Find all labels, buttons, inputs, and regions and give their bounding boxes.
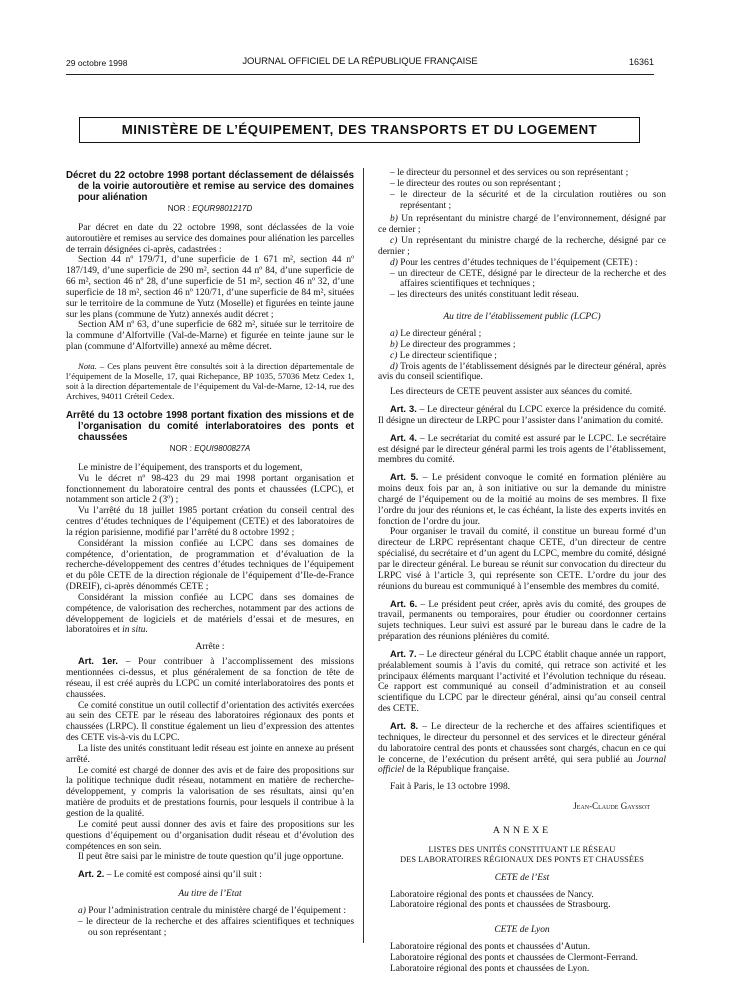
cete-note: Les directeurs de CETE peuvent assister aux séances du comité. <box>390 387 633 398</box>
article-1 <box>66 656 354 700</box>
arrete-title: Arrêté du 13 octobre 1998 portant fixation des missions et de l’organisation du comité interlaboratoires des ponts et chaussées <box>66 409 354 443</box>
decret-paragraph: Par décret en date du 22 octobre 1998, sont déclassées de la voie autoroutière et remises au service des domaines pour aliénation les parcelles de terrain désignées ci-après, cadastrées : <box>66 222 354 255</box>
article-5 <box>378 472 666 527</box>
journal-title: JOURNAL OFFICIEL DE LA RÉPUBLIQUE FRANÇAISE <box>242 56 478 67</box>
item-text: Pour les centres d’études techniques de l’équipement (CETE) : <box>397 257 638 268</box>
nota-text: – Ces plans peuvent être consultés soit à la direction départementale de l’équipement de la Moselle, 17, quai Richepance, BP 1035, 57036 Metz Cedex 1, soit à la direction départementale de l’équipement du Val-de-Marne, 12-14, rue des Archives, 94011 Créteil Cedex. <box>66 360 354 401</box>
article-label: Art. 4. <box>390 432 417 443</box>
nor-label: NOR : <box>167 204 190 213</box>
lcpc-item <box>378 340 666 351</box>
article-paragraph: Il peut être saisi par le ministre de toute question qu’il juge opportune. <box>78 852 344 863</box>
item-text: Le directeur des programmes ; <box>397 339 516 350</box>
item-text: Le directeur scientifique ; <box>397 350 497 361</box>
article-3 <box>378 404 666 427</box>
article-label: Art. 1er. <box>78 656 118 667</box>
issue-date: 29 octobre 1998 <box>66 58 128 68</box>
signatory: Jean-Claude Gayssot <box>573 801 650 812</box>
arrete-nor <box>66 444 354 455</box>
annexe-subtitle <box>378 845 666 865</box>
etat-a-item: – le directeur de la sécurité et de la circulation routières ou son représentant ; <box>390 189 666 211</box>
article-label: Art. 2. <box>78 869 105 880</box>
decret-title: Décret du 22 octobre 1998 portant déclassement de délaissés de la voirie autoroutière et remise au service des domaines pour aliénation <box>66 170 354 203</box>
lab-item: Laboratoire régional des ponts et chaussées de Nancy. <box>390 889 594 900</box>
etat-d <box>378 258 666 269</box>
item-label: b) <box>390 214 398 225</box>
column-divider <box>363 168 364 943</box>
right-column <box>378 168 666 975</box>
article-text: – Le directeur de la recherche et des affaires scientifiques et techniques, le directeur du personnel et des services et le directeur général du laboratoire central des ponts et chaussées sont chargés, chacun en ce qui le concerne, de l’exécution du présent arrêté, qui sera publié au <box>378 721 666 765</box>
article-text: – Le directeur général du LCPC exerce la présidence du comité. Il désigne un directeur de LRPC pour l’assister dans l’animation du comité. <box>378 405 666 426</box>
preamble-paragraph: Considérant la mission confiée au LCPC dans ses domaines de compétence, d’orientation, de programmation et d’évaluation de la recherche-développement des centres d’études techniques de l’équipement et du pôle CETE de la direction régionale de l’équipement d’Ile-de-France (DREIF), ci-après dénommés CETE ; <box>66 538 354 593</box>
nota-label: Nota. <box>78 360 97 371</box>
etat-a-item: – le directeur du personnel et des services ou son représentant ; <box>390 168 629 178</box>
header-rule <box>66 74 654 75</box>
running-header <box>66 56 654 70</box>
lcpc-item <box>378 362 666 384</box>
article-paragraph: Pour organiser le travail du comité, il constitue un bureau formé d’un directeur de LRPC représentant chaque CETE, d’un directeur de centre spécialisé, du secrétaire et d’un agent du LCPC, membre du comité, désigné par le directeur général. Le bureau se réunit sur convocation du directeur du LRPC visé à l’article 3, qui représente son CETE. L’ordre du jour des réunions du bureau est communiqué à l’ensemble des membres du comité. <box>378 527 666 592</box>
article-text: de la République française. <box>404 765 510 776</box>
item-text: Pour l’administration centrale du ministère chargé de l’équipement : <box>85 905 346 916</box>
annexe-title: ANNEXE <box>492 824 552 836</box>
done-at: Fait à Paris, le 13 octobre 1998. <box>390 782 511 793</box>
preamble-paragraph: Considérant la mission confiée au LCPC dans ses domaines de compétence, de valorisation des recherches, notamment par des actions de développement de logiciels et de matériels d’essai et de mesures, en laboratoires et in situ. <box>66 592 354 636</box>
annexe-subtitle-line: DES LABORATOIRES RÉGIONAUX DES PONTS ET CHAUSSÉES <box>400 854 644 864</box>
item-label: d) <box>390 257 398 268</box>
item-label: a) <box>390 328 398 339</box>
nor-label: NOR : <box>169 443 192 453</box>
etat-a-item: – le directeur de la recherche et des affaires scientifiques et techniques ou son représentant ; <box>78 916 354 938</box>
etat-d-item: – les directeurs des unités constituant ledit réseau. <box>390 290 579 301</box>
journal-officiel: Journal officiel <box>378 754 666 776</box>
annexe-group-heading: CETE de Lyon <box>494 925 550 936</box>
article-text: – Le secrétariat du comité est assuré par le LCPC. Le secrétaire est désigné par le directeur général parmi les trois agents de l’établissement, membres du comité. <box>378 433 666 466</box>
decret-paragraph: Section 44 nº 179/71, d’une superficie de 1 671 m², section 44 nº 187/149, d’une superficie de 290 m², section 44 nº 84, d’une superficie de 66 m², section 46 nº 28, d’une superficie de 51 m², section 46 nº 32, d’une superficie de 18 m², section 46 nº 120/71, d’une superficie de 84 m², situées sur le territoire de la commune de Yutz (Moselle) et figurées en teinte jaune sur les plans (commune de Yutz) annexés audit décret ; <box>66 255 354 320</box>
article-text: – Le directeur général du LCPC établit chaque année un rapport, préalablement soumis à l’avis du comité, qui retrace son activité et les principaux éléments marquant l’activité et l’évolution technique du réseau. Ce rapport est communiqué au conseil d’administration et au conseil scientifique du LCPC par le directeur général, ainsi qu’au conseil central des CETE. <box>378 649 666 715</box>
article-label: Art. 7. <box>390 648 417 659</box>
annexe-group-heading: CETE de l’Est <box>494 872 550 883</box>
arrete-word: Arrête : <box>195 642 225 653</box>
etat-a-item: – le directeur des routes ou son représentant ; <box>390 178 561 189</box>
article-4 <box>378 433 666 467</box>
ministry-heading: MINISTÈRE DE L’ÉQUIPEMENT, DES TRANSPORTS ET DU LOGEMENT <box>79 117 640 143</box>
article-paragraph: La liste des unités constituant ledit réseau est jointe en annexe au présent arrêté. <box>66 743 354 765</box>
article-label: Art. 5. <box>390 472 419 483</box>
decret-nor <box>66 204 354 215</box>
item-label: d) <box>390 361 398 372</box>
lab-item: Laboratoire régional des ponts et chaussées d’Autun. <box>390 942 590 953</box>
left-column <box>66 168 354 938</box>
page-number: 16361 <box>628 57 654 67</box>
preamble-text: Considérant la mission confiée au LCPC dans ses domaines de compétence, de valorisation des recherches, notamment par des actions de développement de logiciels et de matériels d’essai et de mesures, en laboratoires et <box>66 592 354 636</box>
preamble-paragraph: Vu l’arrêté du 18 juillet 1985 portant création du conseil central des centres d’études techniques de l’équipement (CETE) et des laboratoires de la région parisienne, modifié par l’arrêté du 8 octobre 1992 ; <box>66 506 354 538</box>
decret-nota <box>66 361 354 401</box>
article-text: – Le président convoque le comité en formation plénière au moins deux fois par an, à son initiative ou sur la demande du ministre chargé de l’équipement ou de la moitié au moins de ses membres. Il fixe l’ordre du jour des réunions et, le cas échéant, la liste des experts invités en fonction de l’ordre du jour. <box>378 473 666 527</box>
preamble-paragraph: Vu le décret nº 98-423 du 29 mai 1998 portant organisation et fonctionnement du laboratoire central des ponts et chaussées (LCPC), et notamment son article 2 (3º) ; <box>66 473 354 506</box>
article-2 <box>66 869 354 881</box>
decret-paragraph: Section AM nº 63, d’une superficie de 682 m², située sur le territoire de la commune d’Alfortville (Val-de-Marne) et figurée en teinte jaune sur le plan (commune d’Alfortville) annexé au même décret. <box>66 320 354 353</box>
lcpc-heading: Au titre de l’établissement public (LCPC) <box>443 312 601 323</box>
article-paragraph: Le comité peut aussi donner des avis et faire des propositions sur les questions d’équipement ou d’organisation dudit réseau et d’évolution des compétences en son sein. <box>66 819 354 852</box>
item-text: Le directeur général ; <box>397 328 482 339</box>
article-6 <box>378 599 666 643</box>
item-text: Trois agents de l’établissement désignés par le directeur général, après avis du conseil scientifique. <box>378 361 666 383</box>
item-label: b) <box>390 339 398 350</box>
article-paragraph: Ce comité constitue un outil collectif d’orientation des activités exercées au sein des CETE par le réseau des laboratoires régionaux des ponts et chaussées (LRPC). Il constitue également un lieu d’expression des attentes des CETE vis-à-vis du LCPC. <box>66 700 354 744</box>
annexe-subtitle-line: LISTES DES UNITÉS CONSTITUANT LE RÉSEAU <box>428 844 616 854</box>
nor-value: EQUI9800827A <box>194 443 251 453</box>
article-7 <box>378 649 666 715</box>
article-label: Art. 8. <box>390 720 419 731</box>
lab-item: Laboratoire régional des ponts et chaussées de Clermont-Ferrand. <box>390 952 638 963</box>
etat-d-item: – un directeur de CETE, désigné par le directeur de la recherche et des affaires scientifiques et techniques ; <box>390 268 666 290</box>
lcpc-item <box>378 329 666 340</box>
article-text: – Le comité est composé ainsi qu’il suit : <box>104 870 262 881</box>
lab-item: Laboratoire régional des ponts et chaussées de Strasbourg. <box>390 900 611 911</box>
article-8 <box>378 721 666 776</box>
nor-value: EQUR9801217D <box>192 204 253 213</box>
etat-c <box>378 236 666 258</box>
in-situ: in situ <box>122 625 146 636</box>
item-text: Un représentant du ministre chargé de la recherche, désigné par ce dernier ; <box>378 236 666 257</box>
article-label: Art. 6. <box>390 598 418 609</box>
etat-heading: Au titre de l’Etat <box>178 889 242 900</box>
item-label: c) <box>390 350 398 361</box>
item-label: a) <box>78 905 86 916</box>
etat-b <box>378 214 666 236</box>
lab-item: Laboratoire régional des ponts et chaussées de Lyon. <box>390 963 590 974</box>
item-label: c) <box>390 236 398 247</box>
item-text: Un représentant du ministre chargé de l’environnement, désigné par ce dernier ; <box>378 214 666 236</box>
preamble-paragraph: Le ministre de l’équipement, des transports et du logement, <box>78 462 303 473</box>
article-paragraph: Le comité est chargé de donner des avis et de faire des propositions sur la politique technique dudit réseau, notamment en matière de recherche-développement, y compris la valorisation de ses résultats, ainsi qu’en matière de produits et de prestations fournis, pour lesquels il contribue à la gestion de la qualité. <box>66 765 354 819</box>
article-text: – Le président peut créer, après avis du comité, des groupes de travail, permanents ou temporaires, pour étudier ou coordonner certains sujets techniques. Leur suivi est assuré par le bureau dans le cadre de la préparation des réunions plénières du comité. <box>378 599 666 643</box>
lcpc-item <box>378 351 666 362</box>
etat-a <box>66 906 354 917</box>
article-text: – Pour contribuer à l’accomplissement des missions mentionnées ci-dessus, et plus généralement de sa fonction de tête de réseau, il est créé auprès du LCPC un comité interlaboratoires des ponts et chaussées. <box>66 657 354 700</box>
article-label: Art. 3. <box>390 404 417 415</box>
